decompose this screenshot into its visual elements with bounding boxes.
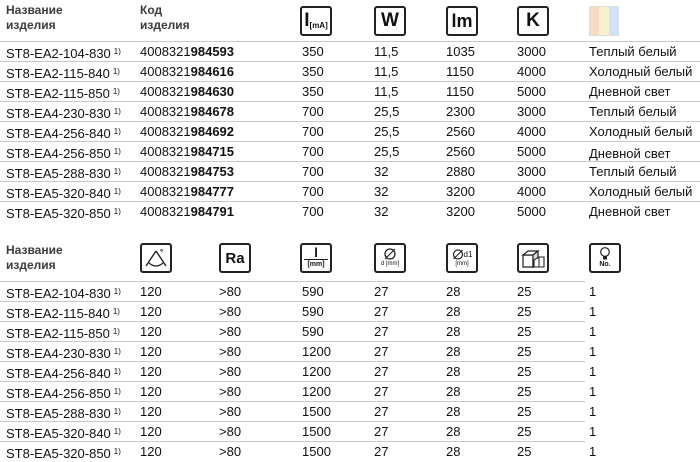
beam-angle-value: 120 <box>140 444 162 459</box>
ra-value: >80 <box>219 424 242 439</box>
power-icon <box>374 6 406 36</box>
length-icon-sub: [mm] <box>307 261 325 268</box>
length-value: 1500 <box>302 424 331 439</box>
product-name: ST8-EA4-256-840 $^{1)}$ <box>6 366 121 381</box>
qty-value: 1 <box>589 284 597 299</box>
power-icon-label: W <box>381 10 399 31</box>
name-header-line1: Название <box>6 3 63 17</box>
product-name: ST8-EA2-104-830 $^{1)}$ <box>6 46 121 61</box>
lumen-value: 1150 <box>446 64 474 79</box>
length-icon <box>300 243 332 273</box>
diameter-value: 27 <box>374 364 389 379</box>
qty-value: 1 <box>589 384 597 399</box>
product-code: 4008321984777 <box>140 184 235 199</box>
beam-angle-value: 120 <box>140 424 162 439</box>
power-value: 11,5 <box>374 84 399 99</box>
bulb-icon <box>599 247 611 261</box>
table-row <box>0 122 700 142</box>
current-value: 350 <box>302 64 324 79</box>
diameter-value: 27 <box>374 344 389 359</box>
table-row <box>0 42 700 62</box>
color-rendering-icon <box>219 243 251 273</box>
table-row <box>0 182 700 202</box>
qty-value: 1 <box>589 304 597 319</box>
warm-swatch <box>590 7 599 35</box>
ra-value: >80 <box>219 364 242 379</box>
table-row <box>0 202 700 222</box>
length-icon-main: l <box>314 245 318 260</box>
product-code: 4008321984791 <box>140 204 235 219</box>
d1-value: 28 <box>446 404 461 419</box>
lumen-value: 1150 <box>446 84 474 99</box>
code-header-line2: изделия <box>140 18 190 32</box>
length-value: 590 <box>302 284 324 299</box>
qty-value: 1 <box>589 444 597 459</box>
product-name: ST8-EA2-115-850 $^{1)}$ <box>6 326 120 341</box>
current-value: 700 <box>302 184 324 199</box>
diameter-symbol-svg <box>383 248 397 260</box>
lumen-value: 2560 <box>446 144 475 159</box>
beam-angle-value: 120 <box>140 324 162 339</box>
pack-value: 25 <box>517 304 532 319</box>
table-row <box>0 82 700 102</box>
product-name: ST8-EA2-115-850 $^{1)}$ <box>6 86 120 101</box>
product-name: ST8-EA5-320-850 $^{1)}$ <box>6 206 121 221</box>
qty-value: 1 <box>589 404 597 419</box>
color-temperature-swatch-icon <box>589 6 619 36</box>
current-value: 700 <box>302 104 324 119</box>
lumen-value: 3200 <box>446 204 475 219</box>
d1-value: 28 <box>446 284 461 299</box>
power-value: 25,5 <box>374 124 400 139</box>
current-value: 700 <box>302 144 324 159</box>
length-value: 1200 <box>302 344 331 359</box>
current-icon-main: I <box>304 10 310 31</box>
current-icon <box>300 6 332 36</box>
diameter-value: 27 <box>374 324 389 339</box>
current-icon-sub: [mA] <box>309 20 328 30</box>
power-value: 32 <box>374 184 389 199</box>
lumen-icon-label: lm <box>451 10 473 31</box>
product-code: 4008321984753 <box>140 164 235 179</box>
current-value: 700 <box>302 124 324 139</box>
name-header-line2: изделия <box>6 18 56 32</box>
light-color: Теплый белый <box>589 44 677 59</box>
ra-value: >80 <box>219 344 242 359</box>
light-color: Холодный белый <box>589 184 693 199</box>
qty-value: 1 <box>589 364 597 379</box>
beam-angle-value: 120 <box>140 384 162 399</box>
ra-value: >80 <box>219 404 242 419</box>
table-row <box>0 302 597 322</box>
power-value: 11,5 <box>374 44 399 59</box>
table-row <box>0 362 597 382</box>
table-row <box>0 322 597 342</box>
power-value: 11,5 <box>374 64 399 79</box>
pack-value: 25 <box>517 364 532 379</box>
code-column-header <box>140 3 190 33</box>
table-row <box>0 422 597 442</box>
beam-angle-svg <box>143 246 169 270</box>
light-color: Холодный белый <box>589 64 693 79</box>
current-value: 350 <box>302 44 324 59</box>
kelvin-value: 4000 <box>517 124 546 139</box>
diameter-value: 27 <box>374 424 389 439</box>
product-name: ST8-EA5-320-840 $^{1)}$ <box>6 426 121 441</box>
product-name: ST8-EA4-256-850 $^{1)}$ <box>6 146 121 161</box>
qty-value: 1 <box>589 324 597 339</box>
ra-value: >80 <box>219 304 242 319</box>
product-name: ST8-EA2-115-840 $^{1)}$ <box>6 306 120 321</box>
ra-value: >80 <box>219 284 242 299</box>
lumen-value: 1035 <box>446 44 475 59</box>
pack-value: 25 <box>517 404 532 419</box>
power-value: 25,5 <box>374 144 400 159</box>
kelvin-value: 5000 <box>517 84 546 99</box>
product-name: ST8-EA2-115-840 $^{1)}$ <box>6 66 120 81</box>
diameter-icon-sub: d [mm] <box>380 261 400 267</box>
product-name: ST8-EA4-256-850 $^{1)}$ <box>6 386 121 401</box>
length-value: 1200 <box>302 384 331 399</box>
product-name: ST8-EA4-230-830 $^{1)}$ <box>6 346 121 361</box>
product-code: 4008321984593 <box>140 44 235 59</box>
current-value: 700 <box>302 164 324 179</box>
kelvin-icon <box>517 6 549 36</box>
product-code: 4008321984630 <box>140 84 235 99</box>
d1-value: 28 <box>446 344 461 359</box>
diameter-d1-icon <box>446 243 478 273</box>
d1-icon-main: d1 <box>463 249 473 259</box>
qty-value: 1 <box>589 424 597 439</box>
d1-row <box>452 249 473 260</box>
d1-value: 28 <box>446 324 461 339</box>
ra-value: >80 <box>219 444 242 459</box>
light-color: Холодный белый <box>589 124 693 139</box>
power-value: 32 <box>374 164 389 179</box>
lumen-value: 2300 <box>446 104 475 119</box>
d1-value: 28 <box>446 384 461 399</box>
kelvin-value: 3000 <box>517 44 546 59</box>
beam-angle-icon <box>140 243 172 273</box>
lumen-value: 3200 <box>446 184 475 199</box>
lumen-value: 2880 <box>446 164 475 179</box>
ra-value: >80 <box>219 324 242 339</box>
table1-body <box>0 42 700 222</box>
lamp-quantity-icon <box>589 243 621 273</box>
code-header-line1: Код <box>140 3 163 17</box>
beam-angle-value: 120 <box>140 404 162 419</box>
ra-icon-label: Ra <box>225 249 245 267</box>
product-name: ST8-EA5-288-830 $^{1)}$ <box>6 166 121 181</box>
table-row <box>0 62 700 82</box>
kelvin-value: 4000 <box>517 184 546 199</box>
light-color: Дневной свет <box>589 204 671 219</box>
table-row <box>0 282 597 302</box>
length-value: 590 <box>302 324 324 339</box>
diameter-value: 27 <box>374 304 389 319</box>
pack-value: 25 <box>517 444 532 459</box>
length-value: 590 <box>302 304 324 319</box>
d1-value: 28 <box>446 364 461 379</box>
table-row <box>0 162 700 182</box>
kelvin-value: 4000 <box>517 64 546 79</box>
d1-symbol-svg <box>452 249 464 260</box>
qty-value: 1 <box>589 344 597 359</box>
power-value: 32 <box>374 204 389 219</box>
d1-icon-sub: [mm] <box>455 260 469 267</box>
package-svg <box>520 246 546 270</box>
name-header-line1: Название <box>6 243 63 257</box>
diameter-icon <box>374 243 406 273</box>
light-color: Теплый белый <box>589 164 677 179</box>
lumen-icon <box>446 6 478 36</box>
beam-angle-value: 120 <box>140 364 162 379</box>
light-color: Дневной свет <box>589 84 671 99</box>
table-row <box>0 442 597 462</box>
light-color: Дневной свет <box>589 146 671 161</box>
d1-value: 28 <box>446 304 461 319</box>
kelvin-value: 5000 <box>517 204 546 219</box>
beam-angle-value: 120 <box>140 304 162 319</box>
kelvin-icon-label: K <box>526 10 540 31</box>
length-value: 1500 <box>302 404 331 419</box>
pack-value: 25 <box>517 284 532 299</box>
kelvin-value: 3000 <box>517 104 546 119</box>
beam-angle-value: 120 <box>140 344 162 359</box>
kelvin-value: 3000 <box>517 164 546 179</box>
package-icon <box>517 243 549 273</box>
pack-value: 25 <box>517 344 532 359</box>
product-name: ST8-EA5-288-830 $^{1)}$ <box>6 406 121 421</box>
diameter-value: 27 <box>374 384 389 399</box>
light-color: Теплый белый <box>589 104 677 119</box>
svg-text:°: ° <box>160 248 164 257</box>
table2-body <box>0 282 700 462</box>
qty-icon-sub: No. <box>599 261 611 268</box>
table-row <box>0 142 700 162</box>
diameter-value: 27 <box>374 284 389 299</box>
cool-swatch <box>609 7 618 35</box>
product-code: 4008321984678 <box>140 104 235 119</box>
current-value: 350 <box>302 84 324 99</box>
table-row <box>0 342 597 362</box>
kelvin-value: 5000 <box>517 144 546 159</box>
beam-angle-value: 120 <box>140 284 162 299</box>
pack-value: 25 <box>517 424 532 439</box>
length-arrow-line <box>304 259 328 260</box>
table-row <box>0 102 700 122</box>
current-value: 700 <box>302 204 324 219</box>
ra-value: >80 <box>219 384 242 399</box>
power-value: 25,5 <box>374 104 400 119</box>
product-name: ST8-EA4-230-830 $^{1)}$ <box>6 106 121 121</box>
name-header-line2: изделия <box>6 258 56 272</box>
product-name: ST8-EA4-256-840 $^{1)}$ <box>6 126 121 141</box>
name-column-header-2 <box>6 243 63 273</box>
length-value: 1500 <box>302 444 331 459</box>
diameter-value: 27 <box>374 404 389 419</box>
pack-value: 25 <box>517 384 532 399</box>
product-name: ST8-EA5-320-850 $^{1)}$ <box>6 446 121 461</box>
product-name: ST8-EA2-104-830 $^{1)}$ <box>6 286 121 301</box>
table-row <box>0 402 597 422</box>
product-code: 4008321984616 <box>140 64 235 79</box>
product-code: 4008321984692 <box>140 124 235 139</box>
lumen-value: 2560 <box>446 124 475 139</box>
d1-value: 28 <box>446 424 461 439</box>
d1-value: 28 <box>446 444 461 459</box>
pack-value: 25 <box>517 324 532 339</box>
table-row <box>0 382 597 402</box>
length-value: 1200 <box>302 364 331 379</box>
product-name: ST8-EA5-320-840 $^{1)}$ <box>6 186 121 201</box>
name-column-header <box>6 3 63 33</box>
neutral-swatch <box>599 7 608 35</box>
diameter-value: 27 <box>374 444 389 459</box>
product-code: 4008321984715 <box>140 144 235 159</box>
